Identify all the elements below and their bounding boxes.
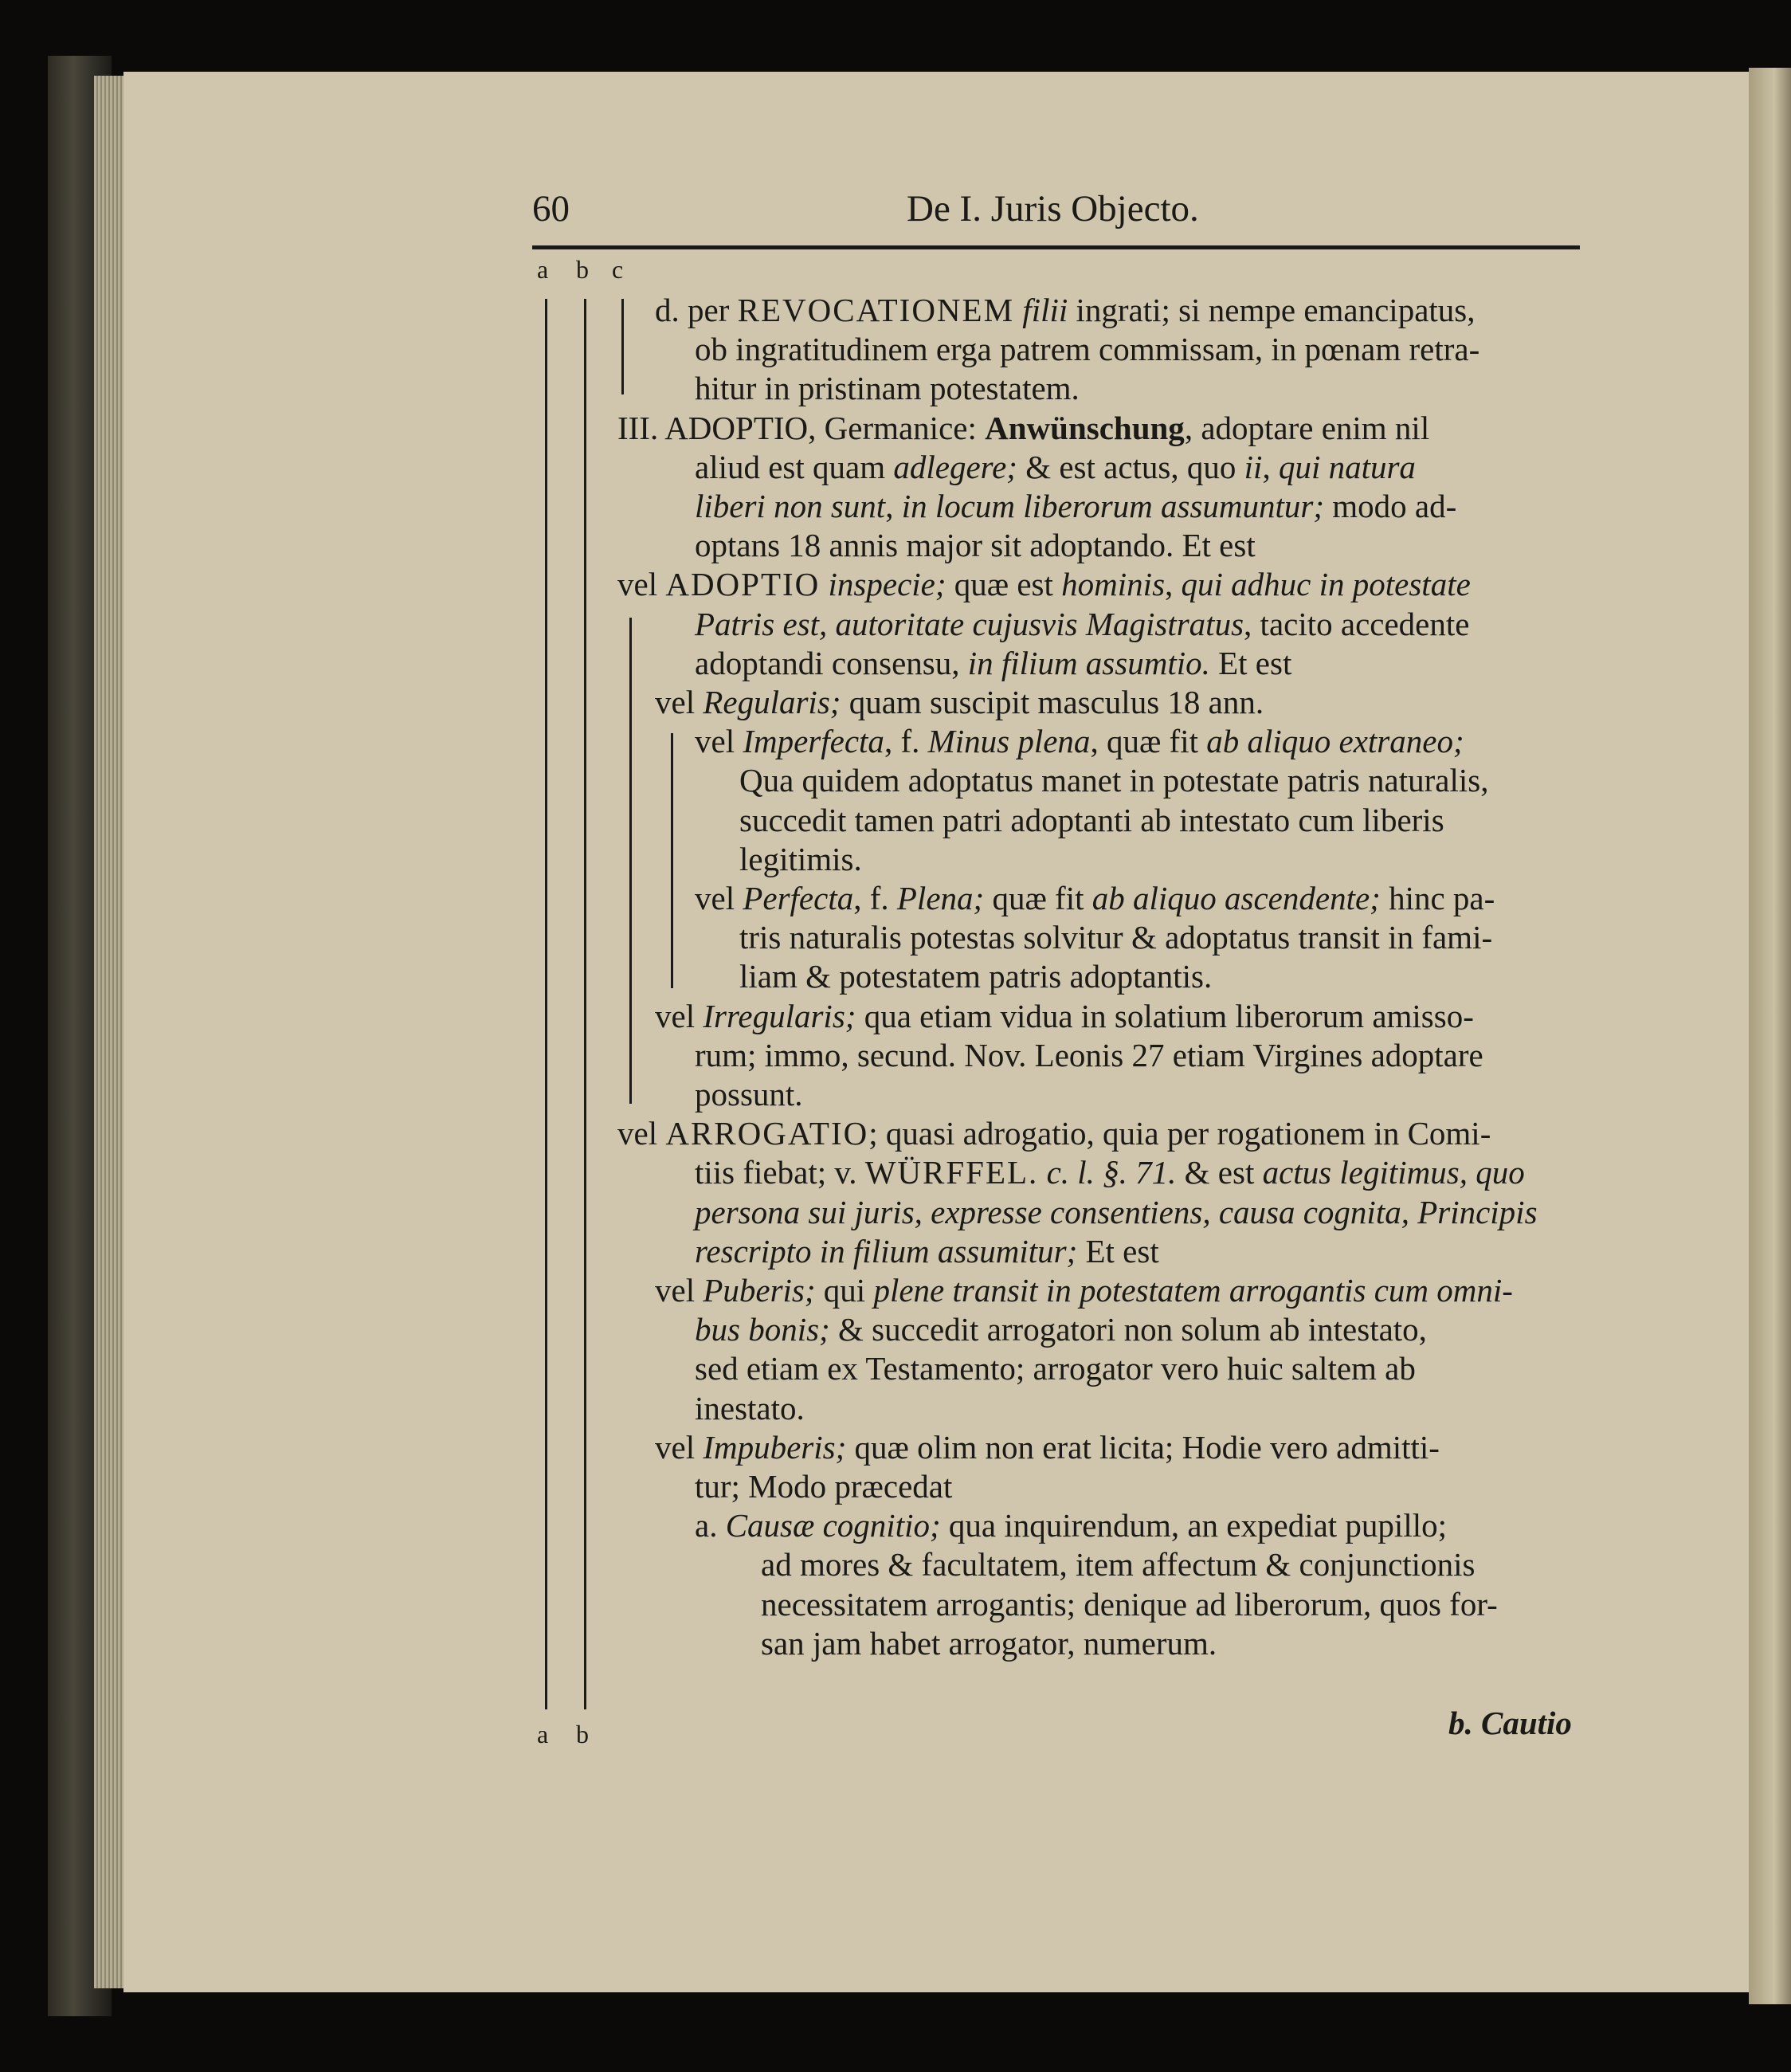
text-segment: & succedit arrogatori non solum ab intestato, [829,1311,1427,1348]
text-segment: quæ fit [984,880,1092,916]
text-line: necessitatem arrogantis; denique ad liberorum, quos for- [761,1585,1498,1623]
text-segment: ab aliquo extraneo; [1206,723,1464,760]
text-segment: Perfecta [743,880,854,916]
text-segment: Anwünschung [985,409,1185,446]
text-segment: rescripto in filium assumitur; [695,1232,1078,1269]
text-segment: ingrati; si nempe emancipatus, [1068,292,1476,328]
text-segment: qua etiam vidua in solatium liberorum amisso- [856,997,1474,1034]
text-line: rum; immo, secund. Nov. Leonis 27 etiam Virgines adoptare [695,1036,1483,1073]
text-segment [1014,292,1022,328]
text-segment: vel [695,880,743,916]
text-line: ob ingratitudinem erga patrem commissam, in pœnam retra- [695,331,1480,368]
text-segment: qua inquirendum, an expediat pupillo; [940,1507,1448,1544]
text-segment [820,566,828,602]
text-segment: inspecie; [828,566,946,603]
text-segment: quam suscipit masculus 18 ann. [841,684,1264,720]
column-letter-c: c [612,255,624,284]
bracket-line-c [621,299,624,394]
text-segment: Et est [1209,644,1292,681]
text-line [617,409,1429,447]
text-segment: ; quasi adrogatio, quia per rogationem in Comi- [868,1115,1491,1152]
text-segment: adoptandi consensu, [695,644,968,681]
text-segment: , f. [884,723,928,760]
text-segment: ADOPTIO [665,566,821,603]
text-line [695,1506,1447,1544]
text-segment: qui [815,1272,874,1309]
text-segment: ARROGATIO [665,1115,869,1152]
text-segment: hominis [1061,566,1166,603]
text-line: san jam habet arrogator, numerum. [761,1624,1217,1662]
text-segment: modo ad- [1324,488,1457,524]
text-line [655,997,1474,1035]
text-segment: Impuberis; [703,1428,847,1466]
text-line [655,1271,1513,1309]
text-segment: Imperfecta [743,723,884,760]
text-line [695,487,1456,525]
text-segment: aliud est quam [695,448,894,485]
text-segment: III. ADOPTIO, Germanice: [617,409,986,446]
text-segment: vel [617,566,666,603]
text-segment: plene transit in potestatem arrogantis cum omni- [873,1272,1513,1309]
text-line: legitimis. [739,840,862,877]
text-segment: , quæ fit [1090,723,1207,760]
text-segment: ii [1244,448,1263,485]
text-segment: & est actus, quo [1017,448,1244,485]
text-line: possunt. [695,1076,803,1113]
text-segment: in filium assumtio. [967,644,1210,681]
text-segment: vel [655,997,703,1034]
text-line [695,879,1495,917]
text-line: ad mores & facultatem, item affectum & conjunctionis [761,1546,1476,1583]
text-line: tris naturalis potestas solvitur & adoptatus transit in fami- [739,919,1493,956]
text-segment: vel [655,1428,703,1466]
text-line: hitur in pristinam potestatem. [695,370,1080,407]
text-segment: hinc pa- [1380,880,1495,916]
text-segment: , adoptare enim nil [1184,409,1430,446]
text-line: liam & potestatem patris adoptantis. [739,958,1213,995]
bracket-line-adoptio [629,618,632,1104]
text-segment: , tacito accedente [1244,605,1470,642]
facing-page-edge [1749,68,1791,2004]
text-segment: , f. [853,880,897,916]
text-line [695,1310,1427,1348]
text-segment: adlegere; [893,448,1017,485]
text-segment: a. [695,1507,726,1544]
text-segment: Regularis; [703,684,841,720]
text-line: succedit tamen patri adoptanti ab intestato cum liberis [739,801,1444,838]
text-segment: Causæ cognitio; [725,1507,941,1544]
text-segment: quæ est [946,566,1062,603]
text-segment: qui natura [1278,448,1416,485]
text-segment: qui adhuc in potestate [1181,566,1471,603]
bracket-line-regularis [671,733,673,988]
text-segment: REVOCATIONEM [737,292,1015,328]
text-segment [1038,1154,1046,1191]
text-segment: Et est [1077,1232,1159,1269]
text-line [695,448,1416,486]
column-letter-b: b [576,255,589,284]
text-line [695,605,1469,643]
bracket-line-b [584,299,586,1709]
text-segment: vel [617,1115,666,1152]
bracket-line-a [545,299,547,1709]
running-title: De I. Juris Objecto. [907,188,1199,230]
text-line: optans 18 annis major sit adoptando. Et est [695,527,1256,564]
column-letter-a-bottom: a [537,1720,549,1748]
column-letter-b-bottom: b [576,1720,589,1748]
text-segment: vel [655,684,703,720]
text-line [695,722,1464,760]
text-segment: tiis fiebat; v. [695,1154,865,1191]
column-letter-a: a [537,255,549,284]
text-line: tur; Modo præcedat [695,1468,953,1505]
text-segment: in locum liberorum assumuntur; [901,488,1325,524]
text-segment: WÜRFFEL. [864,1154,1039,1191]
text-line [655,1428,1440,1466]
text-line [655,291,1475,329]
text-segment: filii [1022,292,1068,328]
text-segment: bus bonis; [695,1311,830,1348]
text-segment: Plena; [896,880,985,916]
text-segment: liberi non sunt [695,488,886,524]
text-segment: & est [1176,1154,1263,1191]
text-line: Qua quidem adoptatus manet in potestate patris naturalis, [739,762,1489,799]
text-line: sed etiam ex Testamento; arrogator vero huic saltem ab [695,1350,1416,1387]
text-segment: , [1262,448,1279,485]
text-segment: actus legitimus, quo [1262,1154,1525,1191]
text-line [655,683,1264,721]
text-line: inestato. [695,1389,805,1426]
text-segment: vel [695,723,743,760]
text-line [695,1153,1525,1191]
text-segment: c. l. §. 71. [1046,1154,1177,1191]
text-segment: d. per [655,292,738,328]
text-segment: , [1165,566,1182,603]
text-line [617,1114,1491,1152]
text-segment: Irregularis; [703,997,856,1034]
text-segment: Minus plena [927,723,1091,760]
text-segment: quæ olim non erat licita; Hodie vero admitti- [846,1428,1440,1466]
text-segment: , [885,488,902,524]
page-number: 60 [532,188,570,230]
text-line [695,1193,1538,1231]
header-rule [532,245,1580,249]
text-segment: Patris est, autoritate cujusvis Magistratus [695,605,1244,642]
catchword: b. Cautio [1448,1705,1572,1741]
text-line [695,644,1291,682]
text-segment: vel [655,1272,703,1309]
text-segment: ab aliquo ascendente; [1091,880,1381,916]
text-line [695,1232,1159,1270]
text-segment: persona sui juris, expresse consentiens, causa cognita, Principis [695,1193,1538,1230]
text-line [617,565,1471,603]
text-segment: Puberis; [703,1272,816,1309]
